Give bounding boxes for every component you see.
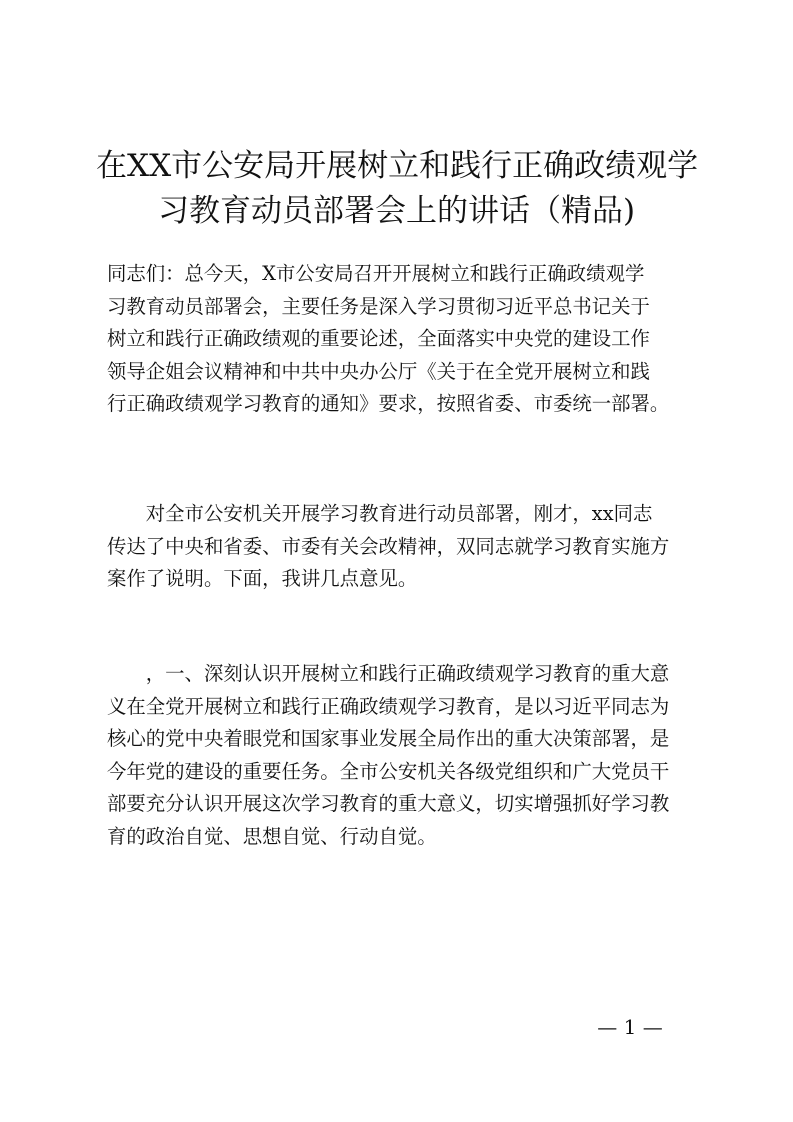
text-line: 今年党的建设的重要任务。全市公安机关各级党组织和广大党员干: [107, 759, 670, 783]
text-line: 领导企姐会议精神和中共中央办公厅《关于在全党开展树立和践: [107, 359, 650, 383]
text-line: 对全市公安机关开展学习教育进行动员部署，刚才，xx同志: [107, 502, 653, 525]
text-line: 树立和践行正确政绩观的重要论述，全面落实中央党的建设工作: [107, 327, 650, 350]
text-line: 育的政治自觉、思想自觉、行动自觉。: [107, 824, 437, 848]
text-line: 行正确政绩观学习教育的通知》要求，按照省委、市委统一部署。: [107, 392, 670, 415]
paragraph-opening: [107, 258, 691, 421]
title-line: 习教育动员部署会上的讲话（精品): [157, 193, 636, 229]
title-line: 在XX市公安局开展树立和践行正确政绩观学: [96, 148, 699, 184]
text-line: 同志们：总今天，X市公安局召开开展树立和践行正确政绩观学: [107, 262, 645, 285]
page-number: — 1 —: [597, 1015, 663, 1039]
text-line: 义在全党开展树立和践行正确政绩观学习教育，是以习近平同志为: [107, 694, 670, 718]
paragraph-mobilization: [107, 498, 691, 596]
text-line: 案作了说明。下面，我讲几点意见。: [107, 567, 418, 590]
document-title: [96, 144, 697, 234]
text-line: 传达了中央和省委、市委有关会改精神，双同志就学习教育实施方: [107, 534, 670, 558]
text-line: ，一、深刻认识开展树立和践行正确政绩观学习教育的重大意: [107, 662, 670, 685]
paragraph-section-one: [107, 658, 691, 853]
text-line: 部要充分认识开展这次学习教育的重大意义，切实增强抓好学习教: [107, 792, 670, 815]
text-line: 习教育动员部署会，主要任务是深入学习贯彻习近平总书记关于: [107, 294, 650, 318]
text-line: 核心的党中央着眼党和国家事业发展全局作出的重大决策部署，是: [107, 727, 670, 750]
